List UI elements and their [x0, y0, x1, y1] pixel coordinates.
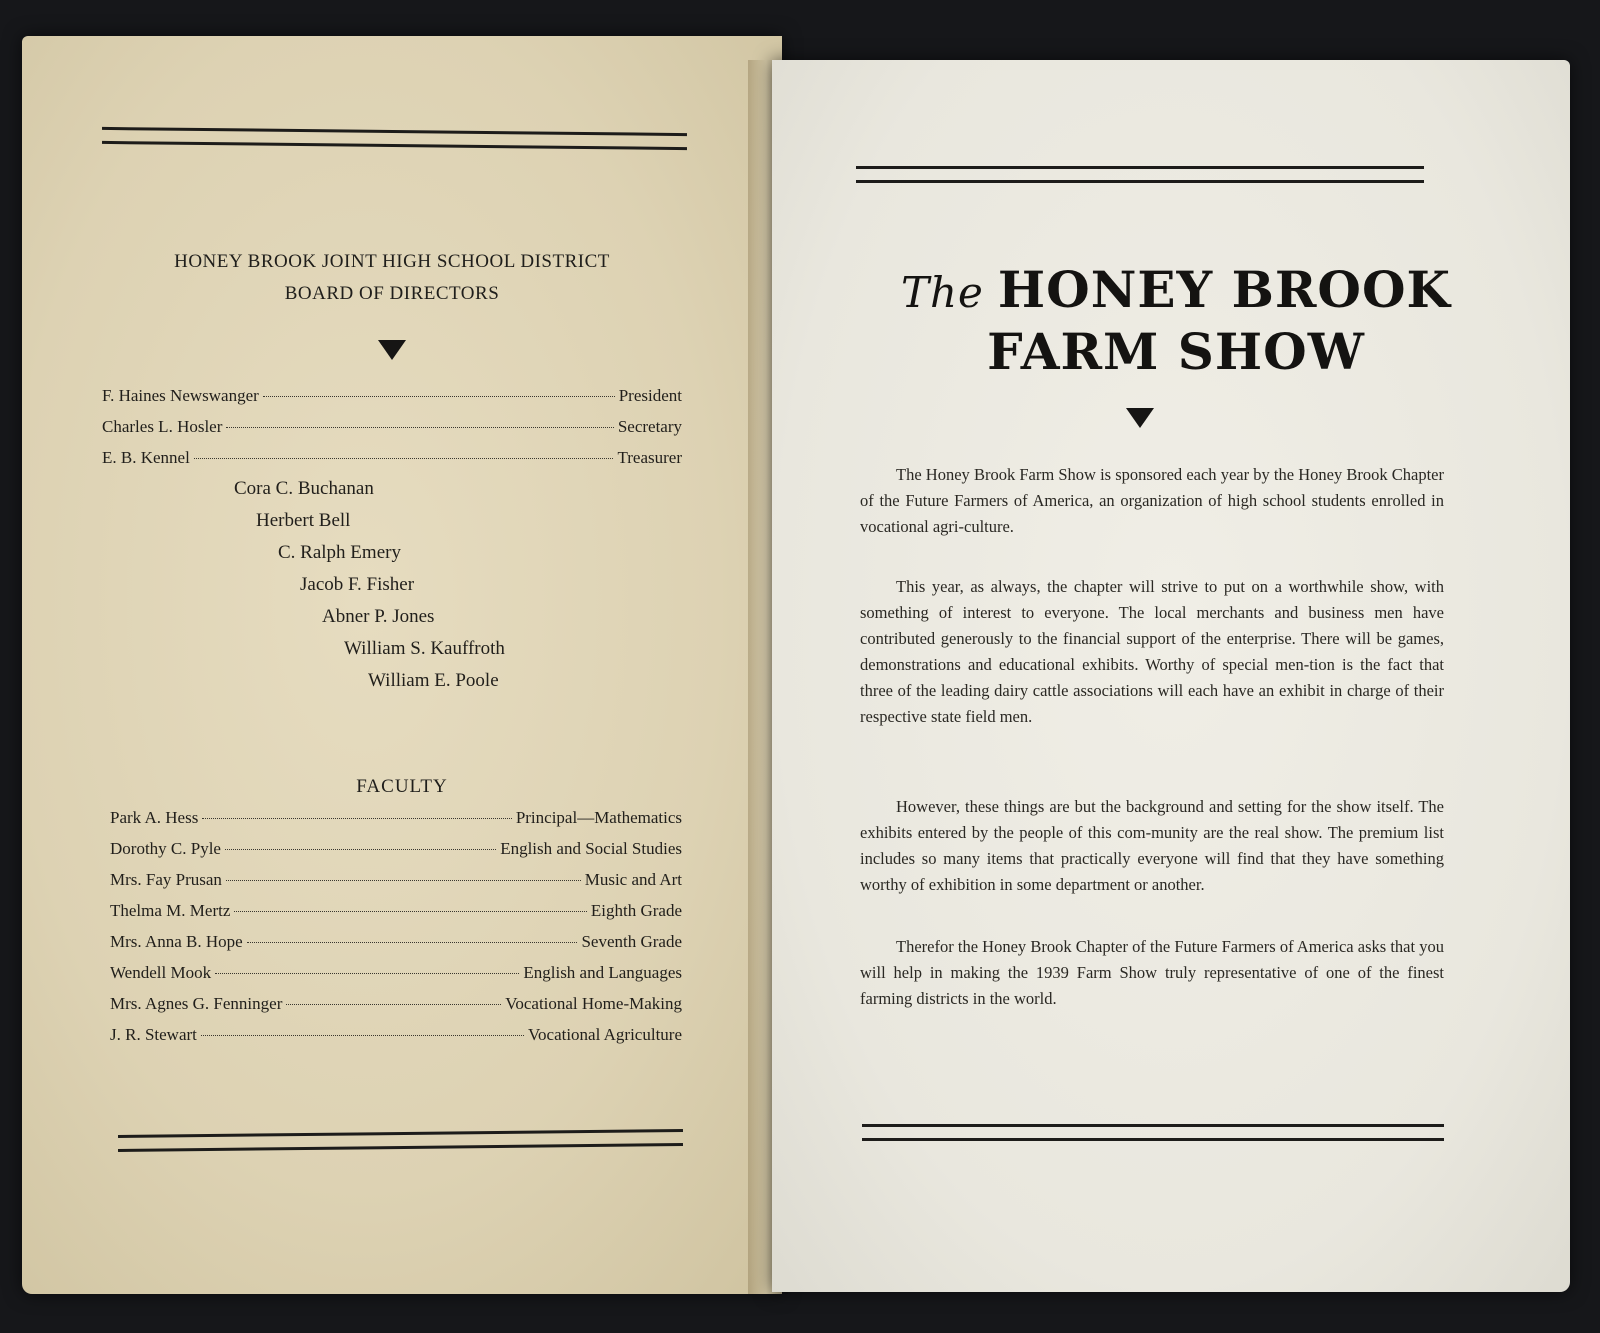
faculty-row [110, 963, 682, 983]
paragraph-3: However, these things are but the background and setting for the show itself. The exhibits entered by the people of this com-munity are the real show. The premium list includes so many items that practically everyone will find that they have something worthy of exhibition in some department or another. [860, 797, 1444, 894]
leader-dots [201, 1035, 524, 1036]
faculty-role: Vocational Home-Making [505, 994, 682, 1013]
top-rule-2 [102, 141, 687, 150]
leader-dots [234, 911, 587, 912]
faculty-role: Music and Art [584, 870, 682, 889]
faculty-row [110, 808, 682, 828]
faculty-role: Seventh Grade [581, 932, 682, 951]
faculty-name: Mrs. Fay Prusan [110, 870, 222, 889]
faculty-row [110, 870, 682, 890]
bottom-rule-2 [862, 1138, 1444, 1141]
board-member: William S. Kauffroth [344, 638, 505, 659]
board-member: Abner P. Jones [322, 606, 435, 627]
title-the: The [900, 268, 984, 317]
faculty-name: Mrs. Anna B. Hope [110, 932, 243, 951]
district-name: HONEY BROOK JOINT HIGH SCHOOL DISTRICT [174, 251, 610, 272]
leader-dots [226, 880, 581, 881]
board-member: C. Ralph Emery [278, 542, 401, 563]
top-rule-1 [856, 166, 1424, 169]
officer-name: E. B. Kennel [102, 448, 190, 467]
leader-dots [247, 942, 578, 943]
board-member: Cora C. Buchanan [234, 478, 374, 499]
officer-role: Treasurer [617, 448, 682, 467]
faculty-name: Dorothy C. Pyle [110, 839, 221, 858]
officer-row [102, 448, 682, 468]
faculty-row [110, 901, 682, 921]
officer-row [102, 386, 682, 406]
title-line-2 [856, 322, 1496, 381]
paragraph-1: The Honey Brook Farm Show is sponsored each year by the Honey Brook Chapter of the Future Farmers of America, an organization of high school students enrolled in vocational agri-culture. [860, 465, 1444, 536]
faculty-role: Eighth Grade [590, 901, 682, 920]
officer-row [102, 417, 682, 437]
officer-name: F. Haines Newswanger [102, 386, 259, 405]
board-member: Herbert Bell [256, 510, 351, 531]
board-member: William E. Poole [368, 670, 499, 691]
faculty-role: English and Languages [523, 963, 682, 982]
top-rule-2 [856, 180, 1424, 183]
faculty-name: J. R. Stewart [110, 1025, 197, 1044]
faculty-row [110, 1025, 682, 1045]
title-sub: FARM SHOW [987, 322, 1365, 381]
faculty-role: Vocational Agriculture [527, 1025, 682, 1044]
faculty-role: Principal—Mathematics [515, 808, 682, 827]
triangle-ornament-left [378, 340, 406, 360]
right-page [772, 60, 1570, 1292]
district-heading [102, 246, 682, 310]
top-rule-1 [102, 127, 687, 136]
faculty-row [110, 994, 682, 1014]
faculty-name: Mrs. Agnes G. Fenninger [110, 994, 283, 1013]
faculty-name: Thelma M. Mertz [110, 901, 231, 920]
officer-role: President [618, 386, 682, 405]
bottom-rule-1 [862, 1124, 1444, 1127]
bottom-rule-1 [118, 1129, 683, 1138]
triangle-ornament-right [1126, 408, 1154, 428]
faculty-heading: FACULTY [356, 776, 448, 797]
title-main: HONEY BROOK [997, 260, 1451, 319]
officer-role: Secretary [617, 417, 682, 436]
leader-dots [286, 1004, 501, 1005]
faculty-role: English and Social Studies [500, 839, 682, 858]
paragraph-2: This year, as always, the chapter will strive to put on a worthwhile show, with something of interest to everyone. The local merchants and business men have contributed generously to the financial support of the enterprise. There will be games, demonstrations and educational exhibits. Worthy of special men-tion is the fact that three of the leading dairy cattle associations will each have an exhibit in charge of their respective state field men. [860, 577, 1444, 726]
leader-dots [226, 427, 613, 428]
faculty-name: Park A. Hess [110, 808, 199, 827]
bottom-rule-2 [118, 1143, 683, 1152]
left-page [22, 36, 782, 1294]
faculty-row [110, 839, 682, 859]
board-member: Jacob F. Fisher [300, 574, 415, 595]
officer-name: Charles L. Hosler [102, 417, 223, 436]
title-line-1 [856, 260, 1496, 319]
leader-dots [263, 396, 615, 397]
faculty-name: Wendell Mook [110, 963, 212, 982]
leader-dots [194, 458, 614, 459]
paragraph-4: Therefor the Honey Brook Chapter of the Future Farmers of America asks that you will help in making the 1939 Farm Show truly representative of one of the finest farming districts in the world. [860, 937, 1444, 1008]
leader-dots [225, 849, 496, 850]
leader-dots [202, 818, 512, 819]
board-heading: BOARD OF DIRECTORS [284, 283, 500, 304]
faculty-row [110, 932, 682, 952]
leader-dots [215, 973, 519, 974]
